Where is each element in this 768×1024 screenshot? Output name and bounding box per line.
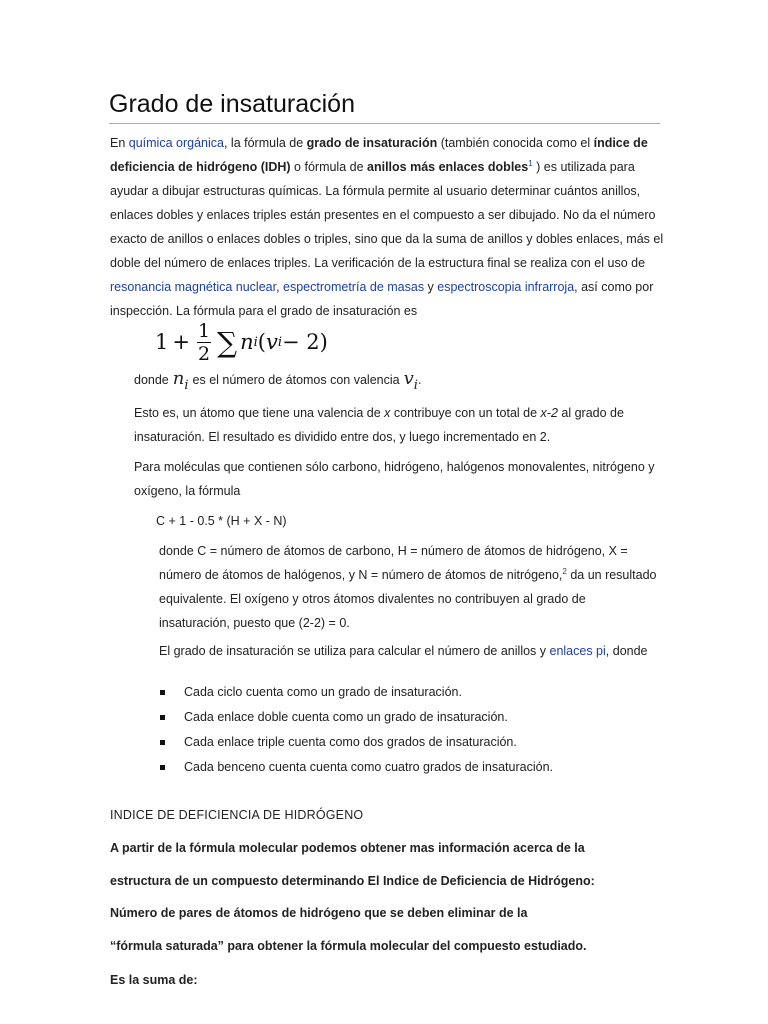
link-quimica-organica[interactable]: química orgánica (128, 136, 224, 150)
section-line-1: A partir de la fórmula molecular podemos obtener mas información acerca de la (110, 841, 585, 855)
term-grado-insaturacion: grado de insaturación (306, 136, 438, 150)
list-item (160, 680, 553, 705)
reference-2[interactable]: 2 (562, 566, 567, 576)
list-item-text: Cada enlace doble cuenta como un grado de insaturación. (184, 710, 508, 724)
formula-paren: ( (257, 330, 266, 354)
formula-plus: + (172, 330, 190, 354)
formula-one: 1 (155, 330, 169, 354)
p1-text-c: al grado de insaturación. El resultado es dividido entre dos, y luego incrementado en 2. (134, 406, 624, 444)
formula-n: n (240, 330, 254, 354)
molecules-paragraph: Para moléculas que contienen sólo carbono, hidrógeno, halógenos monovalentes, nitrógeno y oxígeno, la fórmula (134, 460, 655, 498)
bullet-square-icon (160, 715, 165, 720)
p1-x: x (384, 406, 391, 420)
valence-paragraph (134, 401, 664, 449)
p1-text-a: Esto es, un átomo que tiene una valencia de (134, 406, 385, 420)
rules-list (160, 680, 553, 780)
formula-explanation (134, 367, 674, 398)
link-resonancia[interactable]: resonancia magnética nuclear (110, 280, 277, 294)
intro-text-4: o fórmula de (290, 160, 368, 174)
simplified-formula: C + 1 - 0.5 * (H + X - N) (156, 514, 287, 528)
link-espectrometria[interactable]: espectrometría de masas (283, 280, 425, 294)
list-item-text: Cada benceno cuenta cuenta como cuatro grados de insaturación. (184, 760, 553, 774)
formula-sub-i-2: i (277, 334, 283, 350)
p4-text-b: , donde (605, 644, 648, 658)
var-v: v (403, 368, 414, 389)
var-n: n (172, 368, 185, 389)
formula-v: v (265, 330, 278, 354)
variable-v-i (404, 367, 418, 398)
donde-period: . (417, 373, 422, 387)
intro-text-5: ) es utilizada para ayudar a dibujar estructuras químicas. La fórmula permite al usuario determinar cuántos anillos, enlaces dobles y enlaces triples están presentes en el compuesto a ser dibujado. No da el número exacto de anillos o enlaces dobles o triples, sino que da la suma de anillos y dobles enlaces, más el doble del número de enlaces triples. La verificación de la estructura final se realiza con el uso de (110, 160, 664, 270)
pi-bonds-paragraph (159, 639, 669, 663)
intro-text-7: y (424, 280, 438, 294)
bullet-square-icon (160, 765, 165, 770)
intro-text-8: , así como por inspección. La fórmula para el grado de insaturación es (110, 280, 654, 318)
formula-minus-two: − 2) (282, 330, 328, 354)
intro-text-1: En (110, 136, 129, 150)
bullet-square-icon (160, 690, 165, 695)
p3-text-b: da un resultado equivalente. El oxígeno y otros átomos divalentes no contribuyen al grado de insaturación, puesto que (2-2) = 0. (159, 568, 657, 630)
variable-n-i (173, 367, 189, 398)
section-line-5: Es la suma de: (110, 973, 198, 987)
bullet-square-icon (160, 740, 165, 745)
p1-x2: x-2 (540, 406, 558, 420)
section-line-3: Número de pares de átomos de hidrógeno que se deben eliminar de la (110, 906, 528, 920)
section-line-2: estructura de un compuesto determinando El Indice de Deficiencia de Hidrógeno: (110, 874, 595, 888)
fraction-numerator: 1 (197, 319, 211, 342)
sum-symbol: ∑ (217, 325, 238, 359)
var-n-sub: i (184, 378, 189, 393)
intro-paragraph (110, 131, 670, 323)
intro-text-3: (también conocida como el (437, 136, 594, 150)
reference-1[interactable]: 1 (528, 158, 533, 168)
intro-text-6: , (276, 280, 284, 294)
list-item (160, 705, 553, 730)
variables-paragraph (159, 539, 659, 635)
donde-word: donde (134, 373, 169, 387)
term-anillos-enlaces: anillos más enlaces dobles (367, 160, 529, 174)
var-v-sub: i (413, 378, 418, 393)
intro-text-2: , la fórmula de (223, 136, 307, 150)
link-enlaces-pi[interactable]: enlaces pi (549, 644, 606, 658)
list-item-text: Cada ciclo cuenta como un grado de insaturación. (184, 685, 462, 699)
unsaturation-formula (155, 318, 328, 366)
section-heading: INDICE DE DEFICIENCIA DE HIDRÓGENO (110, 808, 364, 822)
section-line-4: “fórmula saturada” para obtener la fórmula molecular del compuesto estudiado. (110, 939, 587, 953)
term-idh: índice de deficiencia de hidrógeno (IDH) (110, 136, 648, 174)
fraction-denominator: 2 (197, 342, 211, 365)
donde-text: es el número de átomos con valencia (192, 373, 400, 387)
list-item (160, 755, 553, 780)
p3-text-a: donde C = número de átomos de carbono, H = número de átomos de hidrógeno, X = número de átomos de halógenos, y N = número de átomos de nitrógeno, (159, 544, 628, 582)
formula-fraction (197, 320, 211, 365)
link-espectroscopia[interactable]: espectroscopia infrarroja (437, 280, 575, 294)
p4-text-a: El grado de insaturación se utiliza para calcular el número de anillos y (159, 644, 550, 658)
formula-sub-i: i (253, 334, 258, 350)
p1-text-b: contribuye con un total de (390, 406, 541, 420)
page-title: Grado de insaturación (109, 90, 660, 124)
list-item-text: Cada enlace triple cuenta como dos grados de insaturación. (184, 735, 517, 749)
list-item (160, 730, 553, 755)
